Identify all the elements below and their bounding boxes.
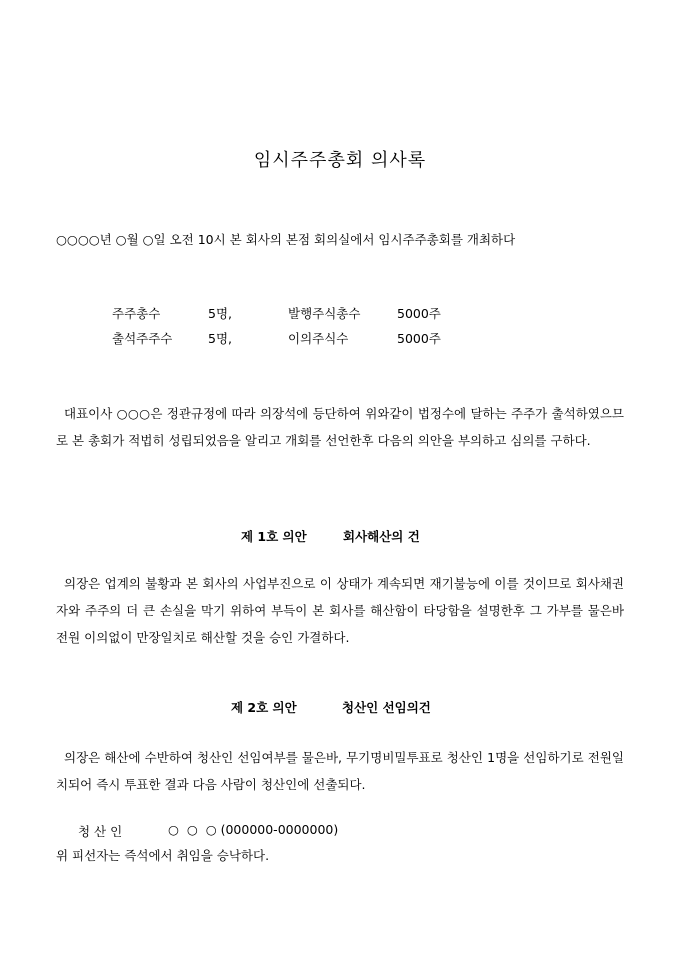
appointee-role: 청 산 인 — [78, 824, 123, 839]
dissent-shares-value: 5000주 — [397, 331, 441, 346]
agenda2-text: 의장은 해산에 수반하여 청산인 선임여부를 물은바, 무기명비밀투표로 청산인 1명을 선임하기로 전원일치되어 즉시 투표한 결과 다음 사람이 청산인에 선출되다. — [56, 750, 624, 792]
issued-shares-label: 발행주식총수 — [288, 306, 361, 321]
intro-paragraph: 대표이사 ○○○은 정관규정에 따라 의장석에 등단하여 위와같이 법정수에 달하는 주주가 출석하였으므로 본 총회가 적법히 성립되었음을 알리고 개회를 선언한후 다음의 의안을 부의하고 심의를 구하다. — [56, 406, 624, 448]
agenda1-subject: 회사해산의 건 — [343, 529, 420, 544]
closing-line: 위 피선자는 즉석에서 취임을 승낙하다. — [56, 848, 270, 863]
agenda2-subject: 청산인 선임의건 — [342, 700, 431, 715]
document-title: 임시주주총회 의사록 — [253, 150, 427, 171]
agenda1-text: 의장은 업계의 불황과 본 회사의 사업부진으로 이 상태가 계속되면 재기불능에 이를 것이므로 회사채권자와 주주의 더 큰 손실을 막기 위하여 부득이 본 회사를 해산함이 타당함을 설명한후 그 가부를 물은바 전원 이의없이 만장일치로 해산할 것을 승인 가결하다. — [56, 576, 624, 645]
shareholder-total-value: 5명, — [208, 306, 233, 321]
agenda1-number: 제 1호 의안 — [241, 529, 307, 544]
attending-shareholders-label: 출석주주수 — [112, 331, 173, 346]
shareholder-total-label: 주주총수 — [112, 306, 161, 321]
opening-line: ○○○○년 ○월 ○일 오전 10시 본 회사의 본점 회의실에서 임시주주총회를 개최하다 — [56, 232, 516, 247]
attending-shareholders-value: 5명, — [208, 331, 233, 346]
agenda2-number: 제 2호 의안 — [231, 700, 297, 715]
issued-shares-value: 5000주 — [397, 306, 441, 321]
dissent-shares-label: 이의주식수 — [288, 331, 349, 346]
appointee-name: ○ ○ ○ (000000-0000000) — [168, 822, 339, 837]
